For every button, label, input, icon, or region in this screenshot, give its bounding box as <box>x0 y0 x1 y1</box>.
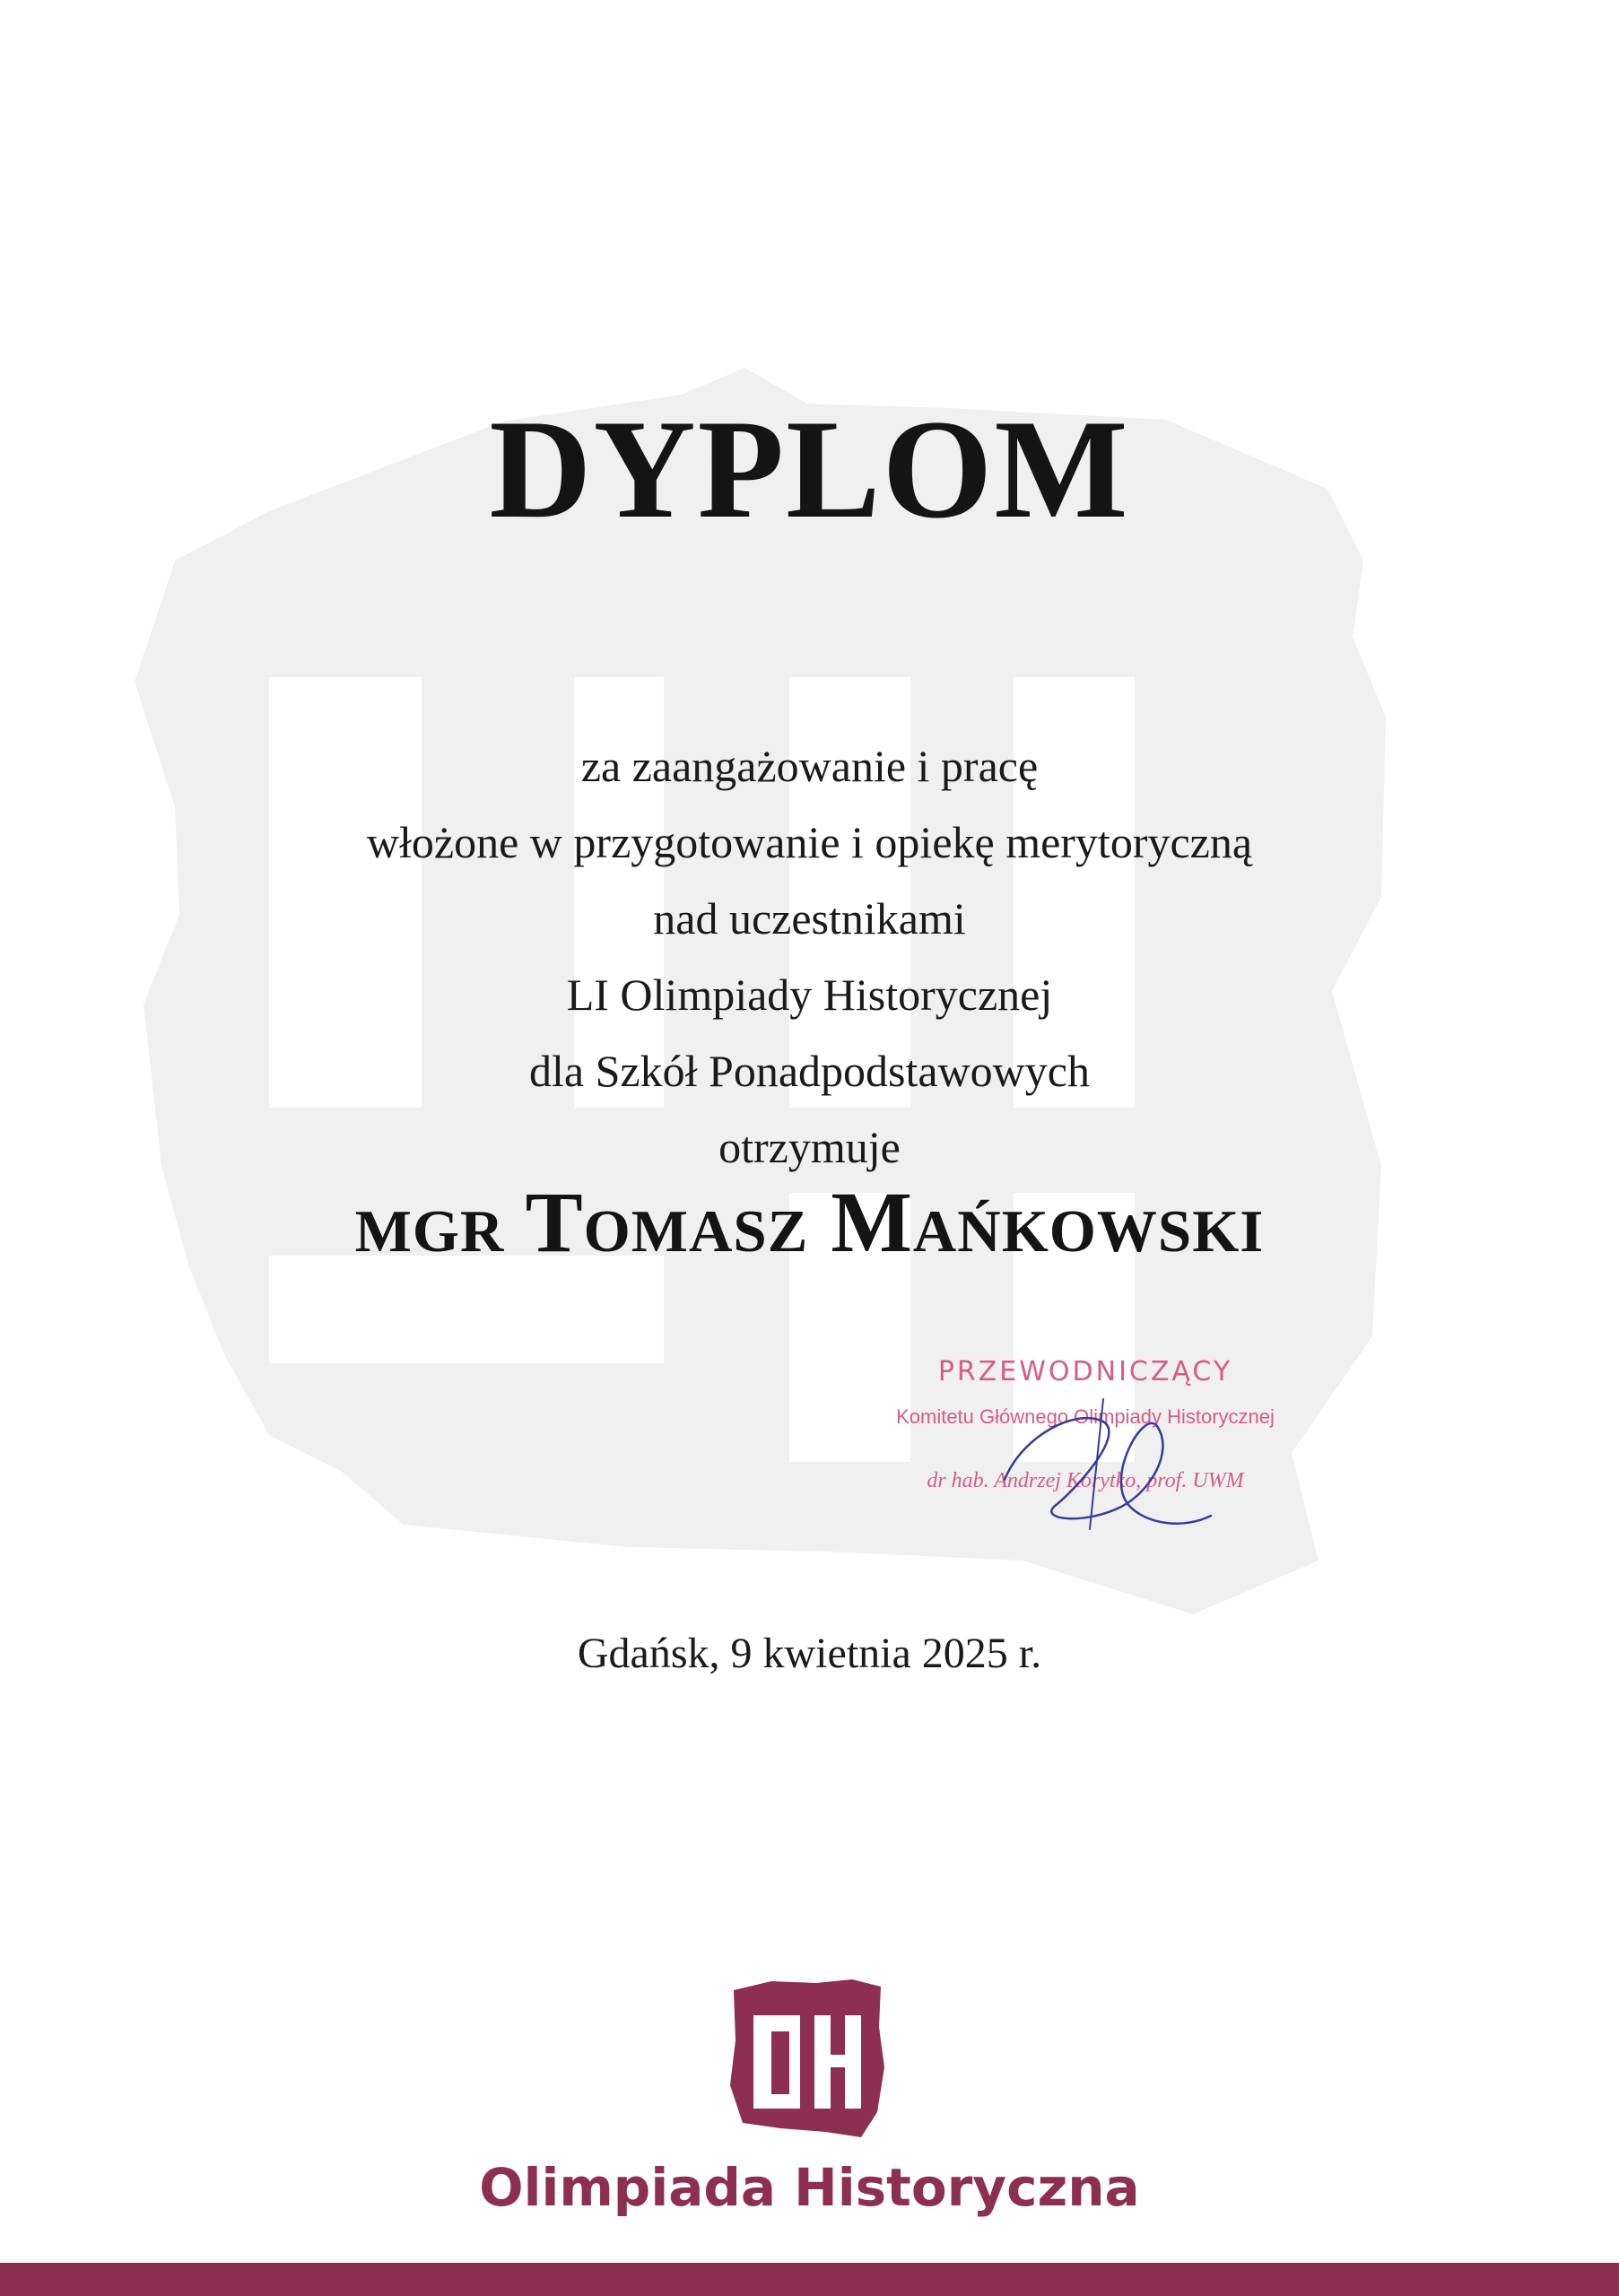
body-line: nad uczestnikami <box>653 893 966 944</box>
stamp-subtitle: Komitetu Głównego Olimpiady Historycznej <box>896 1405 1275 1428</box>
body-line: za zaangażowanie i pracę <box>580 741 1039 791</box>
olimpiada-logo <box>718 1978 897 2144</box>
recipient-name: mgr Tomasz Mańkowski <box>354 1174 1265 1270</box>
issue-date: Gdańsk, 9 kwietnia 2025 r. <box>577 1630 1042 1677</box>
diploma-title: DYPLOM <box>489 391 1130 548</box>
bottom-bar <box>0 2263 1619 2296</box>
handwritten-signature <box>969 1372 1238 1543</box>
body-line: włożone w przygotowanie i opiekę merytoryczną <box>366 817 1253 867</box>
logo-text: Olimpiada Historyczna <box>479 2157 1140 2218</box>
diploma-body <box>0 728 1619 1186</box>
body-line: dla Szkół Ponadpodstawowych <box>529 1046 1090 1096</box>
stamp-title: PRZEWODNICZĄCY <box>937 1356 1233 1387</box>
body-line: LI Olimpiady Historycznej <box>566 970 1053 1020</box>
stamp-name: dr hab. Andrzej Korytko, prof. UWM <box>927 1469 1244 1492</box>
body-line: otrzymuje <box>718 1122 901 1172</box>
